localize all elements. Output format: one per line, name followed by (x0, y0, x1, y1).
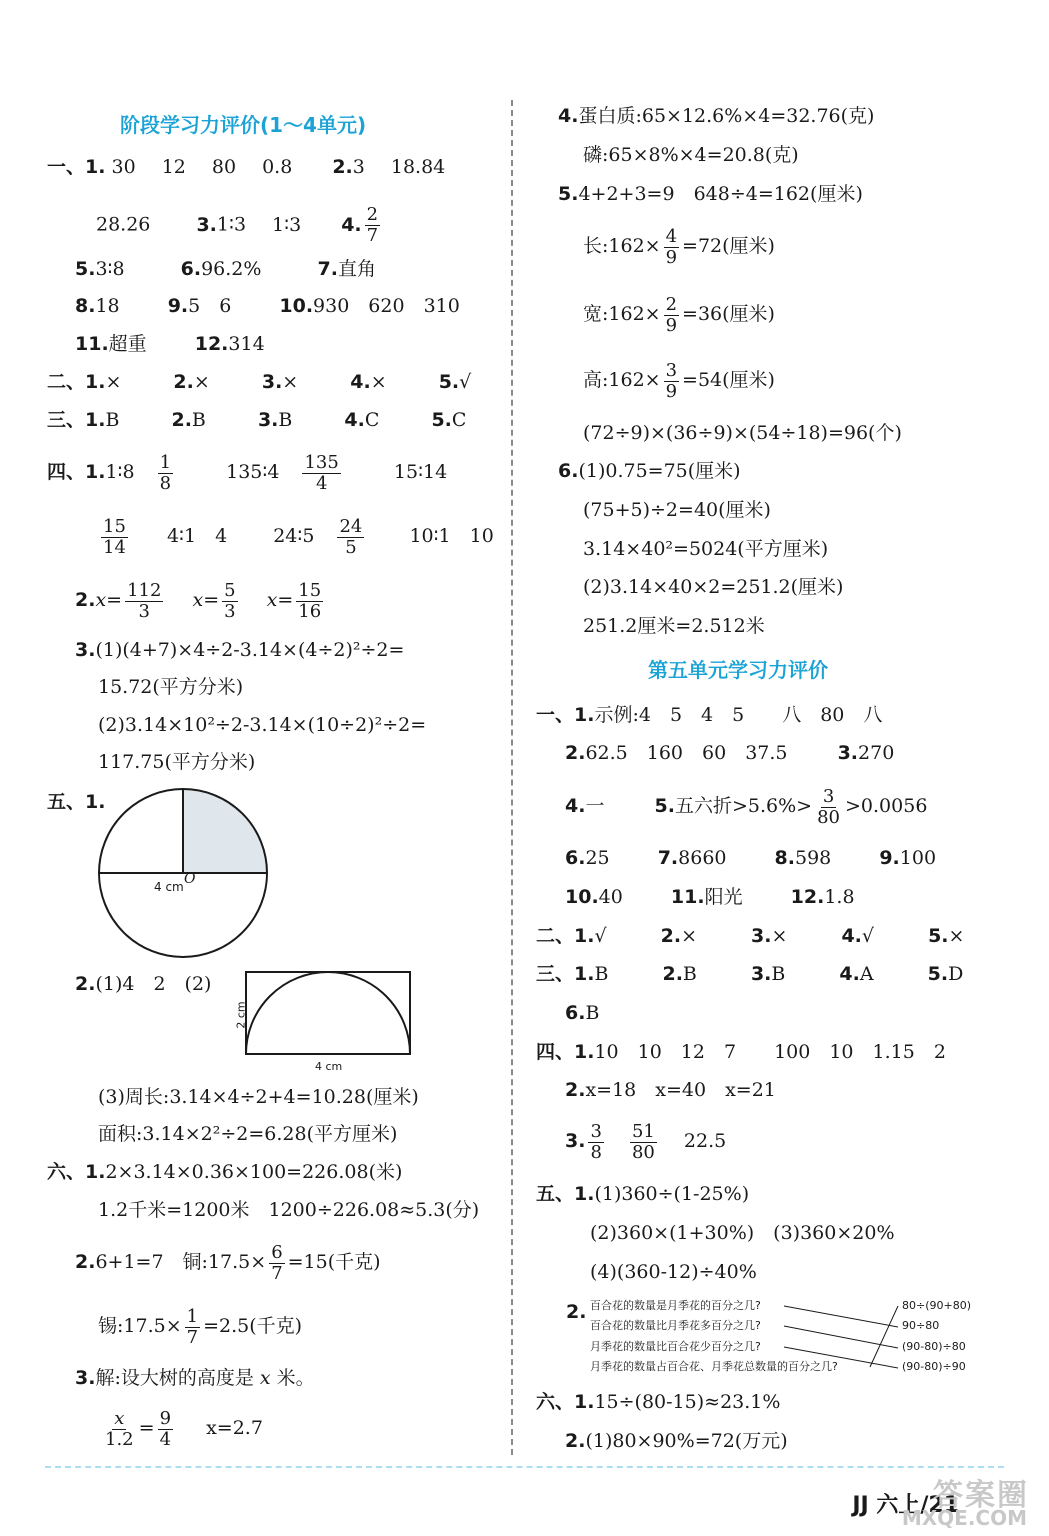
answer-line: 锡:17.5× $\frac{1}{7}$ =2.5(千克) (98, 1305, 303, 1348)
match-left-item: 百合花的数量是月季花的百分之几? (590, 1299, 761, 1312)
watermark-url: MXQE.COM (901, 1506, 1027, 1530)
section-title-stage-evaluation: 阶段学习力评价(1～4单元) (120, 113, 367, 137)
match-line (870, 1306, 898, 1367)
answer-line: 三、1.B 2.B 3.B 4.C 5.C (47, 409, 467, 431)
match-line (784, 1326, 898, 1348)
answer-line: 一、1. 30 12 80 0.8 2.3 18.84 (47, 156, 446, 178)
footer-rule (45, 1466, 1004, 1468)
answer-line: 四、1.1∶8 $\frac{1}{8}$ 135∶4 $\frac{135}{4}$ 15∶14 (47, 451, 448, 494)
fraction: $\frac{15}{16}$ (298, 579, 322, 622)
fraction: $\frac{4}{9}$ (665, 225, 678, 268)
fraction: $\frac{51}{80}$ (631, 1120, 655, 1163)
match-right-item: (90-80)÷80 (902, 1340, 966, 1353)
answer-line: 四、1.10 10 12 7 100 10 1.15 2 (536, 1041, 946, 1063)
answer-line: 长:162× $\frac{4}{9}$ =72(厘米) (583, 225, 775, 268)
figure-label: 2 cm (234, 1001, 248, 1029)
answer-line: 4.一 5.五六折>5.6%> $\frac{3}{80}$ >0.0056 (565, 785, 928, 828)
answer-line: (2)3.14×40×2=251.2(厘米) (583, 576, 844, 598)
rectangle-outline (246, 972, 410, 1054)
section-label: 五、1. (47, 791, 106, 813)
watermark: 答案圈 (933, 1478, 1029, 1513)
answer-line: 11.超重 12.314 (75, 333, 265, 355)
answer-line: 5.4+2+3=9 648÷4=162(厘米) (558, 183, 863, 205)
answer-line: (75+5)÷2=40(厘米) (583, 499, 771, 521)
answer-line: (2)3.14×10²÷2-3.14×(10÷2)²÷2= (98, 714, 427, 736)
match-line (784, 1306, 898, 1327)
answer-line: 2.(1)80×90%=72(万元) (565, 1430, 788, 1452)
answer-line: (3)周长:3.14×4÷2+4=10.28(厘米) (98, 1086, 419, 1108)
fraction: $\frac{x}{1.2}$ (105, 1407, 134, 1450)
answer-line: 2.(1)4 2 (2) (75, 973, 212, 995)
fraction: $\frac{24}{5}$ (339, 515, 363, 558)
answer-line: 8.18 9.5 6 10.930 620 310 (75, 295, 460, 317)
answer-line: 10.40 11.阳光 12.1.8 (565, 886, 855, 908)
answer-line: $\frac{x}{1.2}$ = $\frac{9}{4}$ x=2.7 (105, 1407, 263, 1450)
match-right-item: 80÷(90+80) (902, 1299, 972, 1312)
answer-line: 2.6+1=7 铜:17.5× $\frac{6}{7}$ =15(千克) (75, 1241, 381, 1284)
fraction: $\frac{6}{7}$ (271, 1241, 283, 1284)
fraction: $\frac{2}{9}$ (665, 293, 678, 336)
answer-line: 二、1.√ 2.× 3.× 4.√ 5.× (536, 925, 965, 947)
fraction: $\frac{3}{9}$ (665, 359, 678, 402)
answer-line: 15.72(平方分米) (98, 676, 244, 698)
match-right-item: 90÷80 (902, 1319, 940, 1332)
figure-label: 4 cm (154, 880, 184, 894)
answer-line: 6.25 7.8660 8.598 9.100 (565, 847, 937, 869)
answer-line: 5.3∶8 6.96.2% 7.直角 (75, 258, 376, 280)
answer-line: 二、1.× 2.× 3.× 4.× 5.√ (47, 371, 472, 393)
answer-line: 2.x=18 x=40 x=21 (565, 1079, 776, 1101)
answer-line: 高:162× $\frac{3}{9}$ =54(厘米) (583, 359, 775, 402)
answer-line: 117.75(平方分米) (98, 751, 256, 773)
answer-line: (2)360×(1+30%) (3)360×20% (590, 1222, 895, 1244)
answer-line: 6.B (565, 1002, 600, 1024)
answer-line: 磷:65×8%×4=20.8(克) (583, 144, 799, 166)
fraction: $\frac{1}{8}$ (159, 451, 172, 494)
answer-line: (72÷9)×(36÷9)×(54÷18)=96(个) (583, 422, 902, 444)
figure-label: O (184, 871, 196, 887)
answer-line: 2.x= $\frac{112}{3}$ x= $\frac{5}{3}$ x= $\frac{15}{16}$ (75, 579, 322, 622)
answer-line: 251.2厘米=2.512米 (583, 615, 765, 637)
semicircle-figure (244, 970, 414, 1058)
answer-line: 2.62.5 160 60 37.5 3.270 (565, 742, 895, 764)
figure-label: 4 cm (315, 1060, 343, 1073)
fraction: $\frac{15}{14}$ (103, 515, 126, 558)
fraction: $\frac{135}{4}$ (304, 451, 339, 494)
match-right-item: (90-80)÷90 (902, 1360, 966, 1373)
answer-line: (4)(360-12)÷40% (590, 1261, 757, 1283)
column-divider (511, 100, 513, 1455)
fraction: $\frac{1}{7}$ (186, 1305, 199, 1348)
fraction: $\frac{9}{4}$ (159, 1407, 172, 1450)
answer-line: 三、1.B 2.B 3.B 4.A 5.D (536, 963, 964, 985)
fraction: $\frac{3}{8}$ (590, 1120, 602, 1163)
answer-line: 一、1.示例:4 5 4 5 八 80 八 (536, 704, 883, 726)
match-left-item: 月季花的数量比百合花少百分之几? (590, 1340, 761, 1353)
match-left-item: 百合花的数量比月季花多百分之几? (590, 1319, 761, 1332)
fraction: $\frac{3}{80}$ (817, 785, 840, 828)
fraction: $\frac{112}{3}$ (127, 579, 162, 622)
answer-line: 1.2千米=1200米 1200÷226.08≈5.3(分) (98, 1199, 480, 1221)
page-number: JJ 六上/21 (852, 1493, 959, 1518)
section-title-unit5: 第五单元学习力评价 (648, 658, 828, 682)
answer-line: 六、1.15÷(80-15)≈23.1% (536, 1391, 781, 1413)
answer-line: 6.(1)0.75=75(厘米) (558, 460, 741, 482)
answer-line: $\frac{15}{14}$ 4∶1 4 24∶5 $\frac{24}{5}$ 10∶1 10 (103, 515, 494, 558)
answer-line: 3.(1)(4+7)×4÷2-3.14×(4÷2)²÷2= (75, 639, 405, 661)
answer-line: 4.蛋白质:65×12.6%×4=32.76(克) (558, 105, 875, 127)
answer-line: 面积:3.14×2²÷2=6.28(平方厘米) (98, 1123, 398, 1145)
answer-line: 五、1.(1)360÷(1-25%) (536, 1183, 750, 1205)
answer-line: 3. $\frac{3}{8}$ $\frac{51}{80}$ 22.5 (565, 1120, 727, 1163)
answer-line: 3.14×40²=5024(平方厘米) (583, 538, 829, 560)
match-line (784, 1347, 898, 1368)
matching-lines (770, 1298, 910, 1378)
fraction: $\frac{5}{3}$ (224, 579, 236, 622)
answer-line: 宽:162× $\frac{2}{9}$ =36(厘米) (583, 293, 775, 336)
match-left-item: 月季花的数量占百合花、月季花总数量的百分之几? (590, 1360, 838, 1373)
fraction: $\frac{2}{7}$ (366, 204, 379, 246)
semicircle-arc (246, 972, 410, 1054)
answer-line: 六、1.2×3.14×0.36×100=226.08(米) (47, 1161, 403, 1183)
answer-line: 3.解:设大树的高度是 x 米。 (75, 1367, 315, 1389)
answer-line: 28.26 3.1∶3 1∶3 4. $\frac{2}{7}$ (96, 204, 379, 246)
question-number: 2. (566, 1301, 587, 1323)
